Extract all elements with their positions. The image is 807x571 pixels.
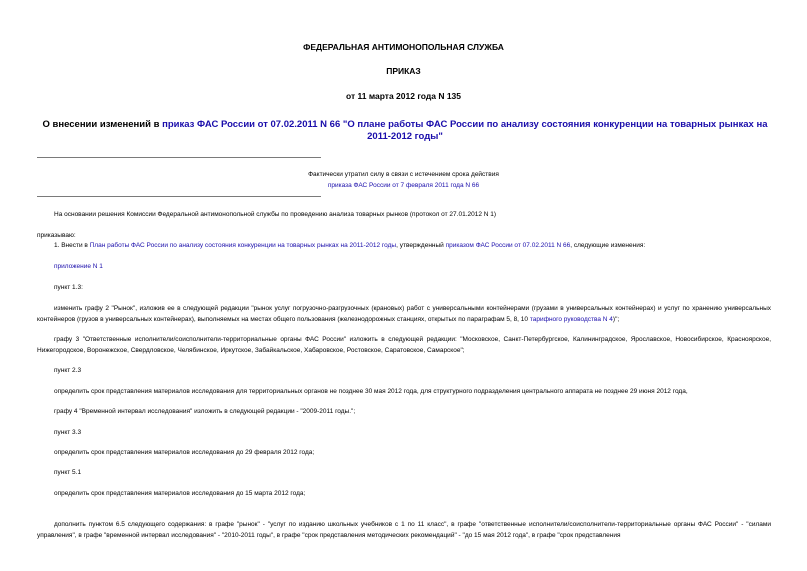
market-text-a: изменить графу 2 "Рынок", изложив ее в следующей редакции "рынок услуг погрузочно-разгрузочных (крановых) работ с универсальными контейнерами (грузами в универсальных контейнерах) и услуг по хранению универсальных контейнеров (грузов в универсальных контейнерах), выполняемых на местах общего пользования (железнодорожных станциях, открытых по параграфам 5, 8, 10 — [37, 305, 771, 323]
paragraph-deadline-2-3: определить срок представления материалов исследования для территориальных органов не позднее 30 мая 2012 года, для структурного подразделения центрального аппарата не позднее 29 июня 2012 года, — [54, 388, 688, 395]
item1-text-c: , следующие изменения: — [570, 242, 646, 249]
status-line: Фактически утратил силу в связи с истечением срока действия — [308, 171, 499, 178]
paragraph-deadline-3-3: определить срок представления материалов исследования до 29 февраля 2012 года; — [54, 449, 315, 456]
divider-bottom — [37, 196, 321, 197]
paragraph-basis: На основании решения Комиссии Федеральной антимонопольной службы по проведению анализа товарных рынков (протокол от 27.01.2012 N 1) — [54, 211, 497, 218]
status-link[interactable]: приказа ФАС России от 7 февраля 2011 года N 66 — [327, 182, 480, 189]
paragraph-point-5-1: пункт 5.1 — [54, 469, 82, 476]
agency-heading: ФЕДЕРАЛЬНАЯ АНТИМОНОПОЛЬНАЯ СЛУЖБА — [303, 42, 504, 52]
item1-text-a: 1. Внести в — [54, 242, 90, 249]
status-note — [0, 169, 807, 191]
paragraph-executors-column: графу 3 "Ответственные исполнители/соисполнители-территориальные органы ФАС России" изложить в следующей редакции: "Московское, Санкт-Петербургское, Калининградское, Ярославское, Новосибирское, Красноярское, Нижегородское, Воронежское, Свердловское, Челябинское, Иркутское, Забайкальское, Хабаровское, Ростовское, Саратовское, Самарское"; — [37, 336, 771, 354]
paragraph-order: приказываю: — [37, 232, 76, 239]
doc-type-heading: ПРИКАЗ — [386, 66, 421, 76]
paragraph-interval-column: графу 4 "Временной интервал исследования" изложить в следующей редакции - "2009-2011 годы."; — [54, 408, 356, 415]
title-link[interactable]: приказ ФАС России от 07.02.2011 N 66 "О плане работы ФАС России по анализу состояния конкуренции на товарных рынках на 2011-2012 годы" — [162, 119, 768, 142]
paragraph-point-3-3: пункт 3.3 — [54, 429, 82, 436]
order-link[interactable]: приказом ФАС России от 07.02.2011 N 66 — [445, 242, 571, 249]
date-number-heading: от 11 марта 2012 года N 135 — [345, 91, 462, 101]
divider-top — [37, 157, 321, 158]
paragraph-appendix — [54, 261, 771, 272]
tariff-guide-link[interactable]: тарифного руководства N 4 — [529, 316, 613, 323]
appendix-link[interactable]: приложение N 1 — [54, 263, 103, 270]
item1-text-b: , утвержденный — [396, 242, 446, 249]
plan-link[interactable]: План работы ФАС России по анализу состояния конкуренции на товарных рынках на 2011-2012 годы — [89, 242, 397, 249]
title-prefix: О внесении изменений в — [42, 119, 163, 130]
document-title — [35, 119, 775, 143]
paragraph-market-column — [37, 303, 771, 325]
paragraph-deadline-5-1: определить срок представления материалов исследования до 15 марта 2012 года; — [54, 490, 306, 497]
paragraph-point-6-5: дополнить пунктом 6.5 следующего содержания: в графе "рынок" - "услуг по изданию школьных учебников с 1 по 11 класс", в графе "ответственные исполнители/соисполнители-территориальные органы ФАС России" - "силами управления", в графе "временной интервал исследования" - "2010-2011 годы", в графе "срок представления методических рекомендаций" - "до 15 мая 2012 года", в графе "срок представления — [37, 521, 771, 539]
paragraph-item-1 — [37, 240, 771, 251]
paragraph-point-1-3: пункт 1.3: — [54, 284, 83, 291]
market-text-b: )"; — [612, 316, 620, 323]
paragraph-point-2-3: пункт 2.3 — [54, 367, 82, 374]
